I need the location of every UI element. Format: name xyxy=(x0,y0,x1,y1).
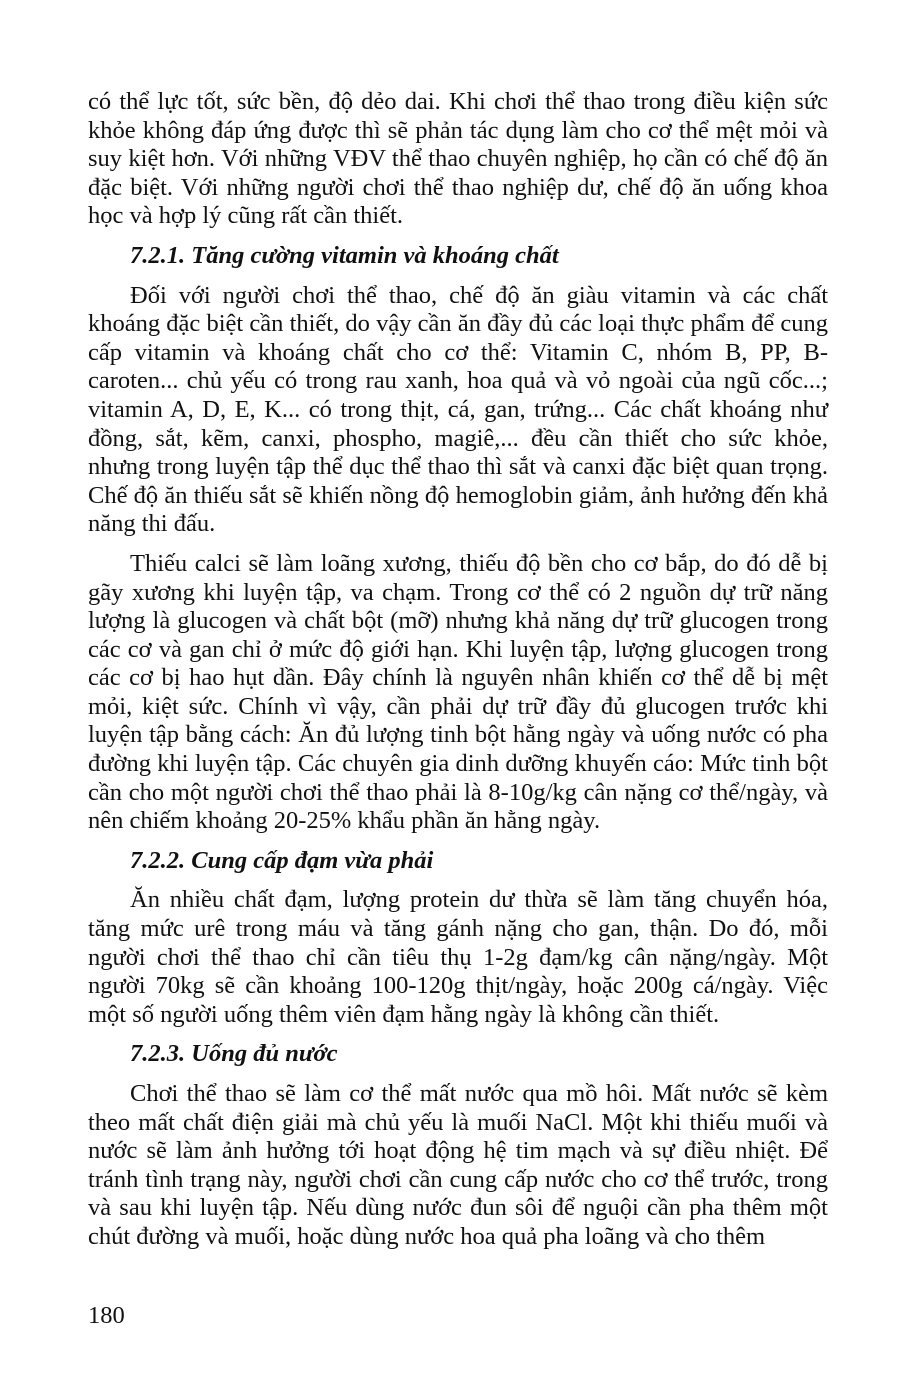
paragraph-water: Chơi thể thao sẽ làm cơ thể mất nước qua mồ hôi. Mất nước sẽ kèm theo mất chất điện giải mà chủ yếu là muối NaCl. Một khi thiếu muối và nước sẽ làm ảnh hưởng tới hoạt động hệ tim mạch và sự điều nhiệt. Để tránh tình trạng này, người chơi cần cung cấp nước cho cơ thể trước, trong và sau khi luyện tập. Nếu dùng nước đun sôi để nguội cần pha thêm một chút đường và muối, hoặc dùng nước hoa quả pha loãng và cho thêm xyxy=(88,1080,828,1250)
paragraph-intro-continued: có thể lực tốt, sức bền, độ dẻo dai. Khi chơi thể thao trong điều kiện sức khỏe không đáp ứng được thì sẽ phản tác dụng làm cho cơ thể mệt mỏi và suy kiệt hơn. Với những VĐV thể thao chuyên nghiệp, họ cần có chế độ ăn đặc biệt. Với những người chơi thể thao nghiệp dư, chế độ ăn uống khoa học và hợp lý cũng rất cần thiết. xyxy=(88,88,828,230)
paragraph-calcium-glucogen: Thiếu calci sẽ làm loãng xương, thiếu độ bền cho cơ bắp, do đó dễ bị gãy xương khi luyện tập, va chạm. Trong cơ thể có 2 nguồn dự trữ năng lượng là glucogen và chất bột (mỡ) nhưng khả năng dự trữ glucogen trong các cơ và gan chỉ ở mức độ giới hạn. Khi luyện tập, lượng glucogen trong các cơ bị hao hụt dần. Đây chính là nguyên nhân khiến cơ thể dễ bị mệt mỏi, kiệt sức. Chính vì vậy, cần phải dự trữ đầy đủ glucogen trước khi luyện tập bằng cách: Ăn đủ lượng tinh bột hằng ngày và uống nước có pha đường khi luyện tập. Các chuyên gia dinh dưỡng khuyến cáo: Mức tinh bột cần cho một người chơi thể thao phải là 8-10g/kg cân nặng cơ thể/ngày, và nên chiếm khoảng 20-25% khẩu phần ăn hằng ngày. xyxy=(88,549,828,835)
section-heading-7-2-3: 7.2.3. Uống đủ nước xyxy=(130,1040,338,1068)
paragraph-protein: Ăn nhiều chất đạm, lượng protein dư thừa sẽ làm tăng chuyển hóa, tăng mức urê trong máu và tăng gánh nặng cho gan, thận. Do đó, mỗi người chơi thể thao chỉ cần tiêu thụ 1-2g đạm/kg cân nặng/ngày. Một người 70kg sẽ cần khoảng 100-120g thịt/ngày, hoặc 200g cá/ngày. Việc một số người uống thêm viên đạm hằng ngày là không cần thiết. xyxy=(88,886,828,1028)
section-heading-7-2-1: 7.2.1. Tăng cường vitamin và khoáng chất xyxy=(130,241,559,269)
page-number: 180 xyxy=(88,1302,125,1329)
section-heading-7-2-2: 7.2.2. Cung cấp đạm vừa phải xyxy=(130,846,434,874)
page-body xyxy=(88,88,828,1263)
paragraph-vitamins-minerals: Đối với người chơi thể thao, chế độ ăn giàu vitamin và các chất khoáng đặc biệt cần thiết, do vậy cần ăn đầy đủ các loại thực phẩm để cung cấp vitamin và khoáng chất cho cơ thể: Vitamin C, nhóm B, PP, B-caroten... chủ yếu có trong rau xanh, hoa quả và vỏ ngoài của ngũ cốc...; vitamin A, D, E, K... có trong thịt, cá, gan, trứng... Các chất khoáng như đồng, sắt, kẽm, canxi, phospho, magiê,... đều cần thiết cho sức khỏe, nhưng trong luyện tập thể dục thể thao thì sắt và canxi đặc biệt quan trọng. Chế độ ăn thiếu sắt sẽ khiến nồng độ hemoglobin giảm, ảnh hưởng đến khả năng thi đấu. xyxy=(88,281,828,538)
